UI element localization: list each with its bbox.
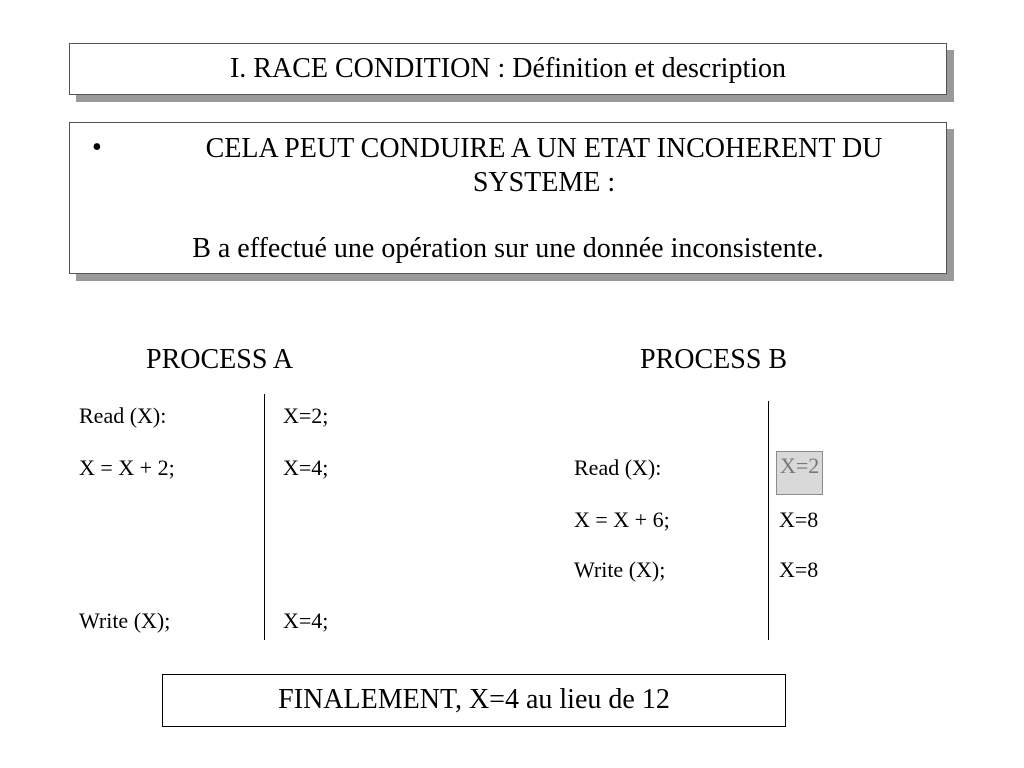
process-a-op: X = X + 2; <box>79 455 175 480</box>
process-a-title: PROCESS A <box>146 344 294 375</box>
process-b-val: X=8 <box>779 557 819 582</box>
process-a-divider <box>264 394 265 640</box>
slide-title: I. RACE CONDITION : Définition et description <box>229 53 787 84</box>
process-b-op: Write (X); <box>574 557 666 582</box>
process-b-val-highlight: X=2 <box>776 451 823 495</box>
bullet-text: CELA PEUT CONDUIRE A UN ETAT INCOHERENT DU SYSTEME : <box>205 133 883 198</box>
bullet-box <box>69 122 947 274</box>
process-a-val: X=4; <box>283 455 329 480</box>
process-a-op: Write (X); <box>79 608 171 633</box>
bullet-point: • <box>92 132 102 163</box>
conclusion-text: FINALEMENT, X=4 au lieu de 12 <box>278 684 670 715</box>
process-b-op: Read (X): <box>574 455 662 480</box>
process-b-title: PROCESS B <box>640 344 788 375</box>
process-b-op-val: X=8 <box>779 507 819 532</box>
title-box <box>69 43 947 95</box>
conclusion-box <box>162 674 786 727</box>
process-b-divider <box>768 401 769 640</box>
process-a-val: X=2; <box>283 403 329 428</box>
process-a-val: X=4; <box>283 608 329 633</box>
bullet-subtext: B a effectué une opération sur une donnée inconsistente. <box>192 233 824 264</box>
process-a-op: Read (X): <box>79 403 167 428</box>
process-b-op: X = X + 6; <box>574 507 670 532</box>
